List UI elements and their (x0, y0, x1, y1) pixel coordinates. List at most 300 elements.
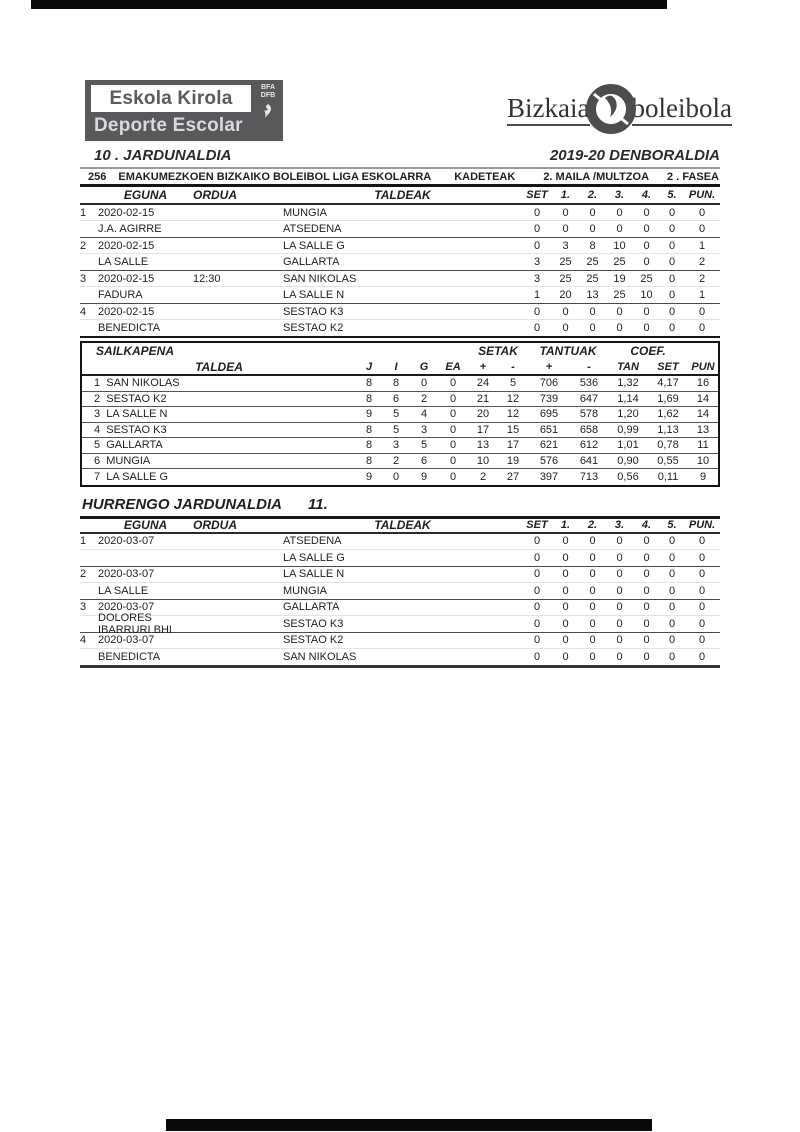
standings-rank-and-team (82, 439, 356, 451)
standings-team-name: MUNGIA (106, 454, 151, 467)
away-set5-score: 0 (668, 551, 676, 564)
away-team-name: SESTAO K3 (283, 617, 344, 630)
category-label: KADETEAK (454, 170, 516, 183)
away-sets-won: 0 (533, 551, 541, 564)
match-time: 12:30 (193, 272, 221, 285)
home-set5-score: 0 (668, 535, 676, 547)
set-coefficient: 1,13 (657, 423, 679, 436)
eskola-kirola-title-box (91, 85, 251, 112)
scan-artifact-bottom-bar (166, 1119, 652, 1131)
total-points: 11 (697, 439, 709, 452)
tan-coefficient: 1,14 (617, 392, 639, 405)
home-set5-score: 0 (668, 272, 676, 285)
away-points: 0 (698, 223, 706, 235)
match-home-line (80, 238, 720, 254)
games-played: 8 (365, 454, 373, 467)
home-team-name: MUNGIA (283, 206, 327, 219)
col-header-sets-minus: - (511, 360, 515, 373)
next-matchday-title (82, 496, 720, 513)
games-lost: 9 (420, 470, 428, 483)
sets-against: 27 (506, 470, 520, 483)
match-home-line (80, 633, 720, 649)
sets-for: 2 (479, 470, 487, 483)
home-sets-won: 3 (533, 272, 541, 285)
group-header-setak: SETAK (478, 344, 518, 358)
sets-for: 17 (476, 423, 490, 436)
col-header-taldea: TALDEA (195, 359, 243, 374)
col-header-set3: 3. (614, 519, 625, 531)
tan-coefficient: 1,32 (617, 377, 639, 390)
phase-label: 2 . FASEA (667, 170, 719, 183)
away-sets-won: 0 (533, 650, 541, 663)
volleyball-swirl-icon (584, 82, 638, 136)
match-home-line (80, 567, 720, 583)
match-date: 2020-02-15 (98, 206, 155, 219)
col-header-j: J (365, 360, 373, 373)
home-set4-score: 25 (640, 272, 653, 285)
total-points: 14 (696, 392, 710, 405)
eskola-kirola-logo (85, 80, 283, 141)
tan-coefficient: 0,90 (617, 454, 639, 467)
standings-rank: 4 (94, 423, 101, 436)
bizkaia-wordmark: Bizkaia (507, 93, 589, 126)
away-set4-score: 0 (643, 617, 650, 630)
away-set3-score: 25 (613, 289, 626, 301)
home-team-name: ATSEDENA (283, 535, 342, 547)
away-points: 0 (698, 617, 706, 630)
home-set3-score: 0 (616, 305, 623, 318)
standings-row (82, 454, 718, 470)
next-matchday-table (80, 516, 720, 668)
sets-against: 17 (506, 439, 520, 452)
group-header-tantuak: TANTUAK (539, 344, 597, 358)
col-header-set2: 2. (587, 519, 598, 531)
home-set4-score: 0 (643, 206, 650, 219)
match-away-line (80, 320, 720, 336)
sets-against: 19 (506, 454, 520, 467)
away-set5-score: 0 (668, 584, 676, 597)
badge-dfb-label: DFB (260, 92, 276, 99)
badge-bfa-label: BFA (261, 84, 275, 91)
total-points: 13 (696, 423, 710, 436)
home-team-name: LA SALLE G (283, 239, 345, 252)
col-header-taldeak: TALDEAK (374, 518, 431, 532)
col-header-sets-plus: + (479, 360, 487, 373)
sets-for: 24 (476, 377, 490, 390)
match-number: 4 (80, 305, 87, 318)
home-sets-won: 0 (533, 634, 541, 646)
away-set1-score: 0 (562, 617, 569, 630)
away-set3-score: 0 (616, 551, 623, 564)
away-points: 1 (698, 289, 706, 301)
points-against: 578 (579, 408, 599, 421)
home-set2-score: 0 (589, 568, 596, 580)
oak-leaf-icon (260, 103, 276, 119)
away-set1-score: 0 (562, 223, 569, 235)
total-points: 9 (699, 470, 707, 483)
away-set5-score: 0 (668, 617, 676, 630)
match-number: 4 (80, 634, 87, 646)
match-venue: BENEDICTA (98, 322, 161, 334)
away-team-name: MUNGIA (283, 584, 327, 597)
match-date: 2020-02-15 (98, 305, 155, 318)
home-set5-score: 0 (668, 601, 676, 613)
away-set5-score: 0 (668, 256, 676, 268)
away-set1-score: 0 (562, 650, 569, 663)
match-venue: LA SALLE (98, 584, 149, 597)
scan-artifact-top-bar (31, 0, 667, 9)
games-lost: 5 (420, 439, 428, 452)
match-block (80, 534, 720, 567)
away-sets-won: 0 (533, 322, 541, 334)
away-set2-score: 0 (589, 322, 596, 334)
col-header-set-coef: SET (657, 360, 679, 373)
match-date: 2020-02-15 (98, 272, 155, 285)
home-set5-score: 0 (668, 206, 676, 219)
sets-for: 13 (476, 439, 490, 452)
match-block (80, 205, 720, 238)
match-block (80, 238, 720, 271)
match-number: 2 (80, 239, 87, 252)
match-block (80, 304, 720, 336)
match-date: 2020-03-07 (98, 568, 155, 580)
games-drawn: 0 (449, 470, 457, 483)
sets-for: 10 (476, 454, 490, 467)
away-team-name: SAN NIKOLAS (283, 650, 357, 663)
match-block (80, 600, 720, 636)
matchday-title: 10 . JARDUNALDIA (94, 147, 232, 164)
away-set5-score: 0 (668, 650, 676, 663)
match-date: 2020-03-07 (98, 634, 155, 646)
away-set4-score: 0 (643, 551, 650, 564)
col-header-set2: 2. (587, 189, 598, 201)
match-number: 1 (80, 535, 87, 547)
points-against: 536 (579, 377, 599, 390)
match-number: 1 (80, 206, 87, 219)
home-set3-score: 0 (616, 535, 623, 547)
away-team-name: ATSEDENA (283, 223, 342, 235)
home-set4-score: 0 (643, 601, 650, 613)
standings-rank: 2 (94, 392, 101, 405)
match-block (80, 271, 720, 304)
tan-coefficient: 1,01 (617, 439, 639, 452)
away-set3-score: 0 (616, 223, 623, 235)
standings-row-list (82, 376, 718, 485)
league-info-bar (80, 167, 720, 187)
match-block (80, 633, 720, 665)
away-points: 0 (698, 322, 706, 334)
points-against: 658 (579, 423, 599, 436)
standings-row (82, 407, 718, 423)
col-header-set1: 1. (560, 189, 571, 201)
home-points: 0 (698, 305, 706, 318)
match-number: 3 (80, 601, 87, 613)
home-set4-score: 0 (643, 535, 650, 547)
standings-rank-and-team (82, 455, 356, 467)
points-for: 739 (539, 392, 559, 405)
standings-rank: 3 (94, 408, 101, 421)
match-away-line (80, 221, 720, 237)
away-set4-score: 0 (643, 223, 650, 235)
away-set1-score: 25 (559, 256, 572, 268)
games-won: 0 (392, 470, 400, 483)
away-set2-score: 0 (589, 584, 596, 597)
standings-rank-and-team (82, 408, 356, 420)
home-set4-score: 0 (643, 305, 650, 318)
games-lost: 2 (420, 392, 428, 405)
col-header-pun: PUN. (688, 189, 716, 201)
home-set3-score: 0 (616, 206, 623, 219)
away-set4-score: 0 (643, 650, 650, 663)
away-team-name: SESTAO K2 (283, 322, 344, 334)
home-set3-score: 0 (616, 568, 623, 580)
home-set1-score: 3 (562, 239, 569, 252)
standings-rank-and-team (82, 424, 356, 436)
away-sets-won: 1 (533, 289, 541, 301)
col-header-points-minus: - (587, 360, 591, 373)
games-drawn: 0 (449, 454, 457, 467)
match-venue: DOLORES IBARRURI BHI (98, 611, 172, 636)
away-set4-score: 10 (640, 289, 653, 301)
points-for: 397 (539, 470, 559, 483)
standings-row (82, 438, 718, 454)
match-away-line (80, 550, 720, 566)
standings-rank-and-team (82, 393, 356, 405)
match-venue: LA SALLE (98, 256, 149, 268)
next-matchday-number: 11. (308, 495, 328, 513)
away-set3-score: 0 (616, 650, 623, 663)
home-points: 2 (698, 272, 706, 285)
away-points: 2 (698, 256, 706, 268)
standings-team-name: SAN NIKOLAS (106, 377, 180, 390)
header-logos (80, 80, 732, 142)
home-team-name: LA SALLE N (283, 568, 345, 580)
results-table-header (80, 187, 720, 205)
standings-rank-and-team (82, 377, 356, 389)
home-sets-won: 0 (533, 206, 541, 219)
total-points: 14 (696, 408, 710, 421)
away-team-name: LA SALLE N (283, 289, 345, 301)
standings-row (82, 392, 718, 408)
set-coefficient: 1,69 (657, 392, 679, 405)
games-played: 8 (365, 377, 373, 390)
sets-against: 12 (506, 408, 520, 421)
tan-coefficient: 0,56 (617, 470, 639, 483)
page-content (80, 80, 732, 668)
away-set4-score: 0 (643, 322, 650, 334)
away-set3-score: 0 (616, 617, 623, 630)
games-lost: 6 (420, 454, 428, 467)
standings-row (82, 423, 718, 439)
match-home-line (80, 205, 720, 221)
col-header-ordua: ORDUA (193, 518, 237, 532)
points-for: 695 (539, 408, 559, 421)
away-set4-score: 0 (643, 256, 650, 268)
standings-team-name: GALLARTA (106, 439, 163, 452)
away-set4-score: 0 (643, 584, 650, 597)
division-label: 2. MAILA /MULTZOA (543, 170, 650, 183)
home-points: 0 (698, 535, 706, 547)
home-sets-won: 0 (533, 239, 541, 252)
games-played: 8 (365, 439, 373, 452)
col-header-pun-total: PUN (691, 360, 715, 373)
home-team-name: GALLARTA (283, 601, 340, 613)
points-for: 576 (539, 454, 559, 467)
home-sets-won: 0 (533, 601, 541, 613)
col-header-pun: PUN. (688, 519, 716, 531)
games-won: 3 (392, 439, 400, 452)
away-set5-score: 0 (668, 223, 676, 235)
away-set3-score: 0 (616, 584, 623, 597)
eskola-kirola-title: Eskola Kirola (109, 87, 233, 109)
standings-rank: 6 (94, 454, 101, 467)
away-points: 0 (698, 551, 706, 564)
sets-against: 12 (506, 392, 520, 405)
standings-rank-and-team (82, 471, 356, 483)
away-set3-score: 0 (616, 322, 623, 334)
games-drawn: 0 (449, 392, 457, 405)
away-sets-won: 0 (533, 617, 541, 630)
col-header-set5: 5. (667, 519, 677, 531)
points-for: 706 (539, 377, 559, 390)
games-won: 5 (392, 408, 400, 421)
standings-team-name: SESTAO K3 (106, 423, 167, 436)
away-set1-score: 0 (562, 551, 569, 564)
games-played: 8 (365, 423, 373, 436)
home-set1-score: 0 (562, 535, 569, 547)
home-set2-score: 8 (589, 239, 596, 252)
home-set1-score: 0 (562, 305, 569, 318)
sets-against: 15 (506, 423, 520, 436)
home-set5-score: 0 (668, 239, 676, 252)
away-set5-score: 0 (668, 322, 676, 334)
home-set1-score: 25 (559, 272, 572, 285)
away-sets-won: 0 (533, 223, 541, 235)
games-won: 5 (392, 423, 400, 436)
games-played: 9 (365, 470, 373, 483)
col-header-points-plus: + (545, 360, 553, 373)
match-venue: FADURA (98, 289, 143, 301)
sets-for: 20 (476, 408, 490, 421)
games-drawn: 0 (449, 377, 457, 390)
away-set2-score: 0 (589, 617, 596, 630)
home-set3-score: 10 (613, 239, 626, 252)
group-header-coef: COEF. (630, 344, 666, 358)
match-away-line (80, 287, 720, 303)
games-drawn: 0 (449, 423, 457, 436)
col-header-set4: 4. (641, 519, 652, 531)
standings-rank: 5 (94, 439, 101, 452)
standings-title: SAILKAPENA (96, 344, 175, 358)
games-won: 6 (392, 392, 400, 405)
sets-against: 5 (509, 377, 517, 390)
titles-row (80, 147, 720, 164)
col-header-ea: EA (445, 360, 461, 373)
set-coefficient: 4,17 (657, 377, 679, 390)
results-table (80, 187, 720, 338)
col-header-tan-coef: TAN (617, 360, 639, 373)
bizkaia-boleibola-logo (507, 82, 732, 136)
boleibola-wordmark: boleibola (632, 93, 732, 126)
home-set2-score: 0 (589, 535, 596, 547)
next-table-header (80, 516, 720, 534)
home-set2-score: 0 (589, 206, 596, 219)
games-drawn: 0 (449, 439, 457, 452)
away-set1-score: 0 (562, 322, 569, 334)
home-points: 0 (698, 206, 706, 219)
standings-group-header (82, 343, 718, 359)
match-block (80, 567, 720, 600)
home-points: 0 (698, 568, 706, 580)
away-points: 0 (698, 584, 706, 597)
home-set3-score: 19 (613, 272, 626, 285)
col-header-set5: 5. (667, 189, 677, 201)
away-set1-score: 20 (559, 289, 572, 301)
games-lost: 4 (420, 408, 428, 421)
standings-row (82, 376, 718, 392)
home-team-name: SAN NIKOLAS (283, 272, 357, 285)
match-date: 2020-03-07 (98, 601, 155, 613)
total-points: 10 (696, 454, 710, 467)
match-number: 3 (80, 272, 87, 285)
home-set2-score: 0 (589, 305, 596, 318)
home-points: 0 (698, 634, 706, 646)
home-set4-score: 0 (643, 568, 650, 580)
standings-table (80, 341, 720, 487)
match-venue: BENEDICTA (98, 650, 161, 663)
col-header-eguna: EGUNA (123, 188, 168, 202)
games-won: 8 (392, 377, 400, 390)
points-for: 651 (539, 423, 559, 436)
home-set1-score: 0 (562, 601, 569, 613)
standings-rank: 7 (94, 470, 101, 483)
col-header-eguna: EGUNA (123, 518, 168, 532)
bfa-dfb-badge (255, 84, 281, 124)
col-header-ordua: ORDUA (193, 188, 237, 202)
col-header-set: SET (526, 519, 548, 531)
match-away-line (80, 583, 720, 599)
tan-coefficient: 0,99 (617, 423, 639, 436)
away-sets-won: 3 (533, 256, 541, 268)
home-points: 0 (698, 601, 706, 613)
home-set4-score: 0 (643, 634, 650, 646)
points-against: 647 (579, 392, 599, 405)
games-lost: 3 (420, 423, 428, 436)
home-set5-score: 0 (668, 568, 676, 580)
standings-column-header (82, 359, 718, 376)
competition-name: EMAKUMEZKOEN BIZKAIKO BOLEIBOL LIGA ESKOLARRA (118, 170, 432, 183)
match-venue: J.A. AGIRRE (98, 223, 162, 235)
standings-team-name: LA SALLE G (106, 470, 169, 483)
home-sets-won: 0 (533, 568, 541, 580)
standings-rank: 1 (94, 377, 101, 390)
away-set2-score: 0 (589, 223, 596, 235)
home-set1-score: 0 (562, 206, 569, 219)
away-set1-score: 0 (562, 584, 569, 597)
col-header-set3: 3. (614, 189, 625, 201)
games-won: 2 (392, 454, 400, 467)
results-match-list (80, 205, 720, 336)
set-coefficient: 1,62 (657, 408, 679, 421)
away-set2-score: 25 (586, 256, 599, 268)
col-header-g: G (419, 360, 429, 373)
home-team-name: SESTAO K3 (283, 305, 344, 318)
season-title: 2019-20 DENBORALDIA (549, 147, 720, 164)
sets-for: 21 (476, 392, 490, 405)
next-match-list (80, 534, 720, 665)
home-set2-score: 25 (586, 272, 599, 285)
away-team-name: GALLARTA (283, 256, 340, 268)
